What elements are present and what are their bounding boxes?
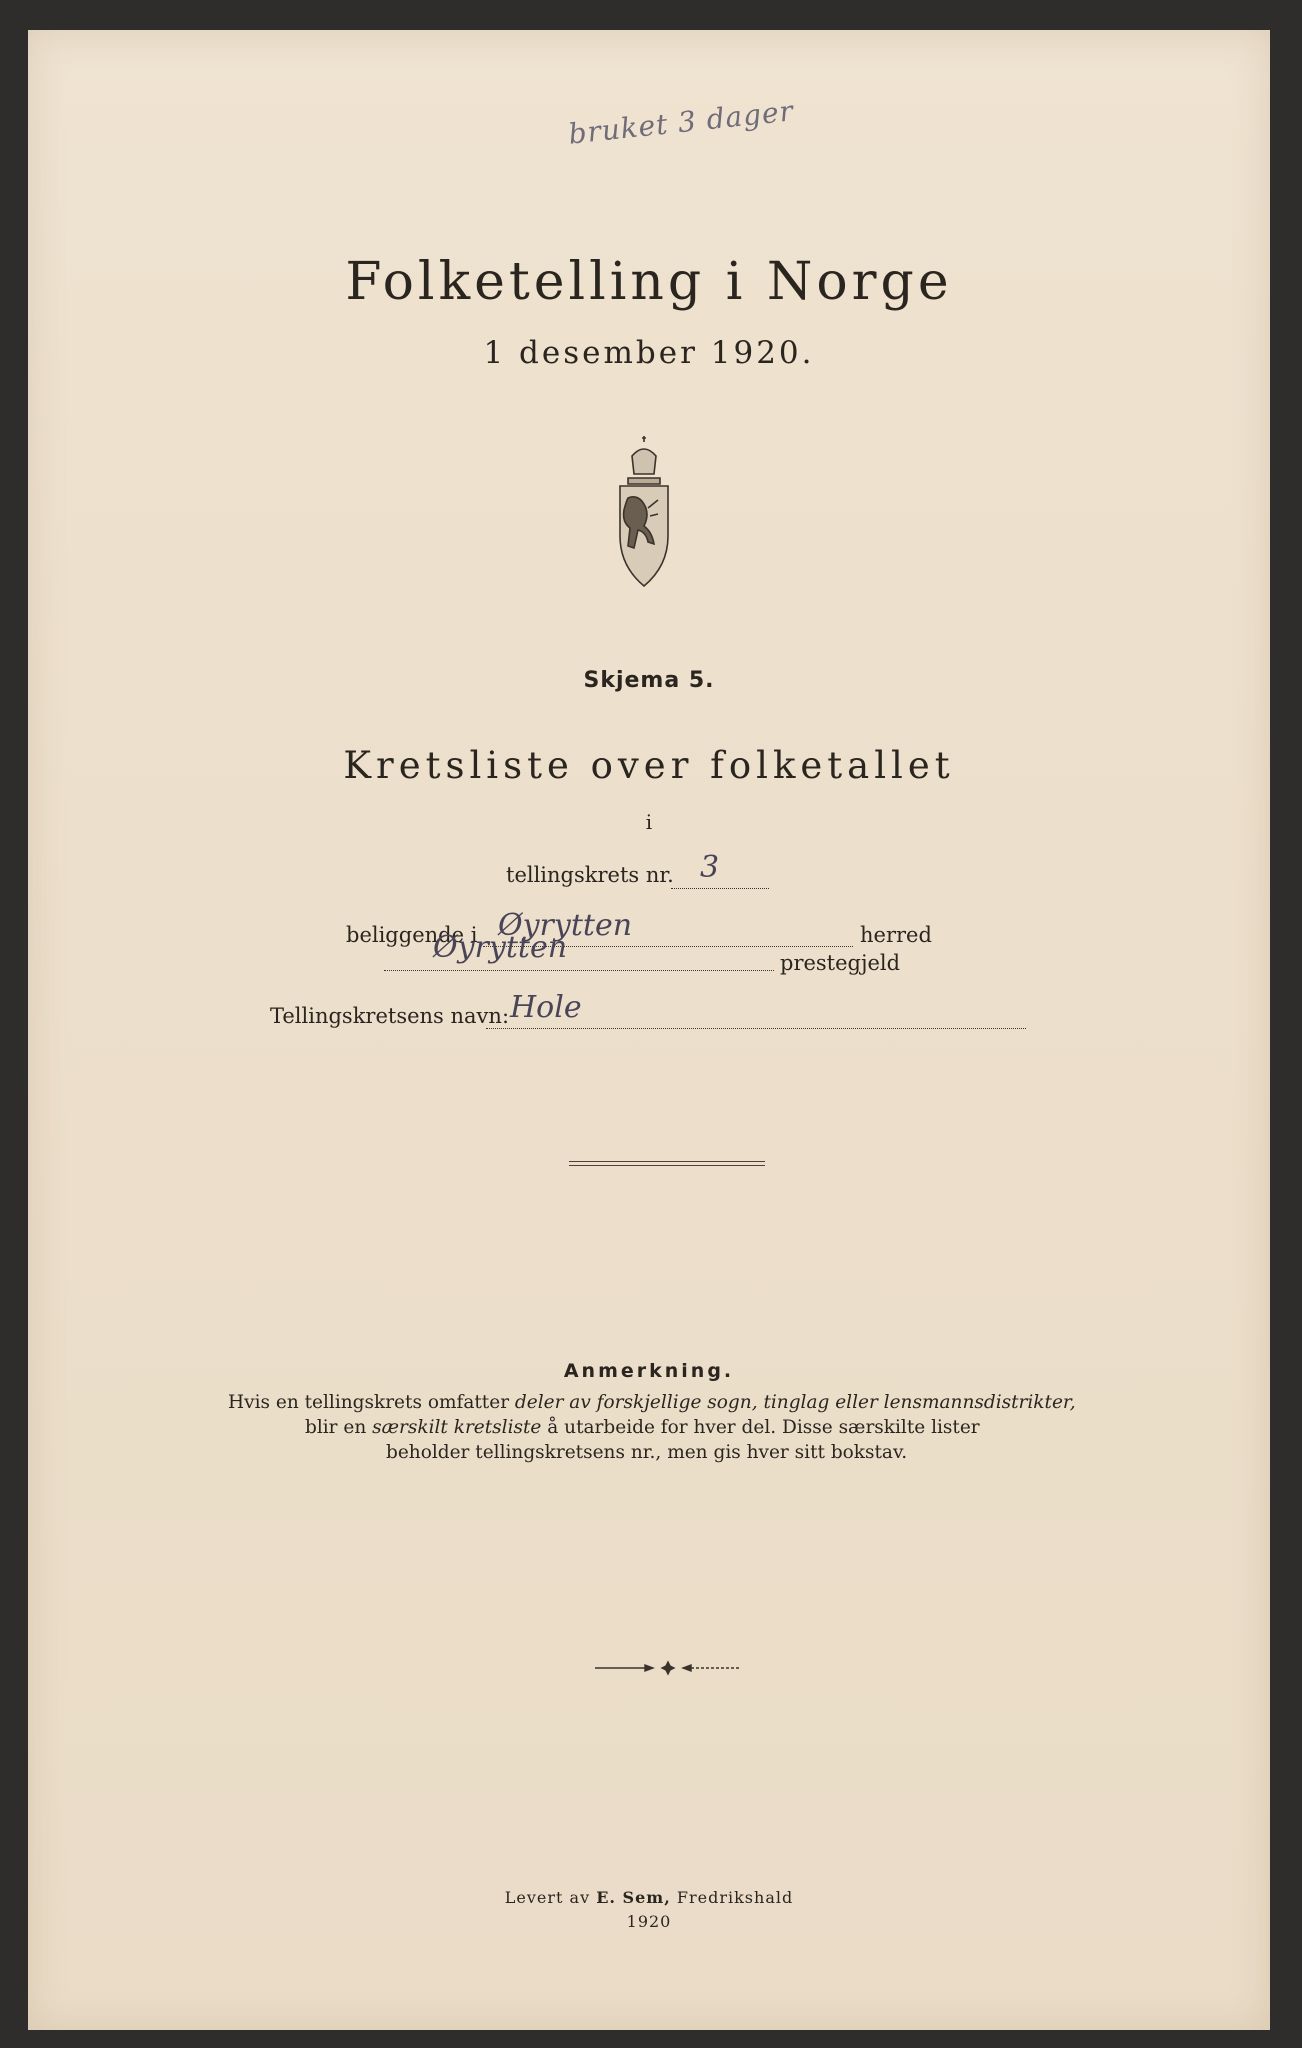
census-form-page xyxy=(28,30,1270,2030)
herred-label: herred xyxy=(860,923,932,947)
krets-field-line xyxy=(671,888,769,889)
document-title: Folketelling i Norge xyxy=(345,252,953,312)
remark-line-3: beholder tellingskretsens nr., men gis hver sitt bokstav. xyxy=(386,1442,908,1463)
connector-word: i xyxy=(645,810,653,834)
remark-line-2c: å utarbeide for hver del. Disse særskilte lister xyxy=(541,1417,980,1438)
prestegjeld-value: Øyrytten xyxy=(433,930,568,965)
ornament-divider-icon xyxy=(593,1660,743,1676)
prestegjeld-label: prestegjeld xyxy=(780,951,901,975)
form-subtitle: Kretsliste over folketallet xyxy=(343,744,955,787)
printer-prefix: Levert av xyxy=(504,1888,597,1907)
norwegian-coat-of-arms-icon xyxy=(614,434,674,600)
pencil-note: bruket 3 dager xyxy=(566,94,796,151)
printer-credit xyxy=(28,1888,1270,1907)
remark-line-2 xyxy=(305,1417,980,1438)
remark-line-1b: deler av forskjellige sogn, tinglag eller lensmannsdistrikter, xyxy=(514,1392,1076,1413)
remark-line-1a: Hvis en tellingskrets omfatter xyxy=(228,1392,515,1413)
beliggende-label: beliggende i xyxy=(346,923,478,947)
section-divider xyxy=(569,1161,765,1166)
navn-label: Tellingskretsens navn: xyxy=(270,1004,510,1028)
printer-year: 1920 xyxy=(626,1912,672,1931)
remark-line-2a: blir en xyxy=(305,1417,373,1438)
herred-value: Øyrytten xyxy=(498,908,633,943)
navn-value: Hole xyxy=(510,990,582,1025)
remark-title: Anmerkning. xyxy=(563,1360,735,1382)
schema-number: Skjema 5. xyxy=(583,668,715,693)
remark-line-1 xyxy=(228,1392,1076,1413)
krets-value: 3 xyxy=(700,850,720,885)
krets-label: tellingskrets nr. xyxy=(506,863,674,887)
prestegjeld-field-line xyxy=(384,970,774,971)
printer-suffix: Fredrikshald xyxy=(670,1888,794,1907)
navn-field-line xyxy=(486,1028,1026,1029)
document-date: 1 desember 1920. xyxy=(483,335,815,371)
remark-line-2b: særskilt kretsliste xyxy=(372,1417,542,1438)
printer-name: E. Sem, xyxy=(596,1888,671,1907)
